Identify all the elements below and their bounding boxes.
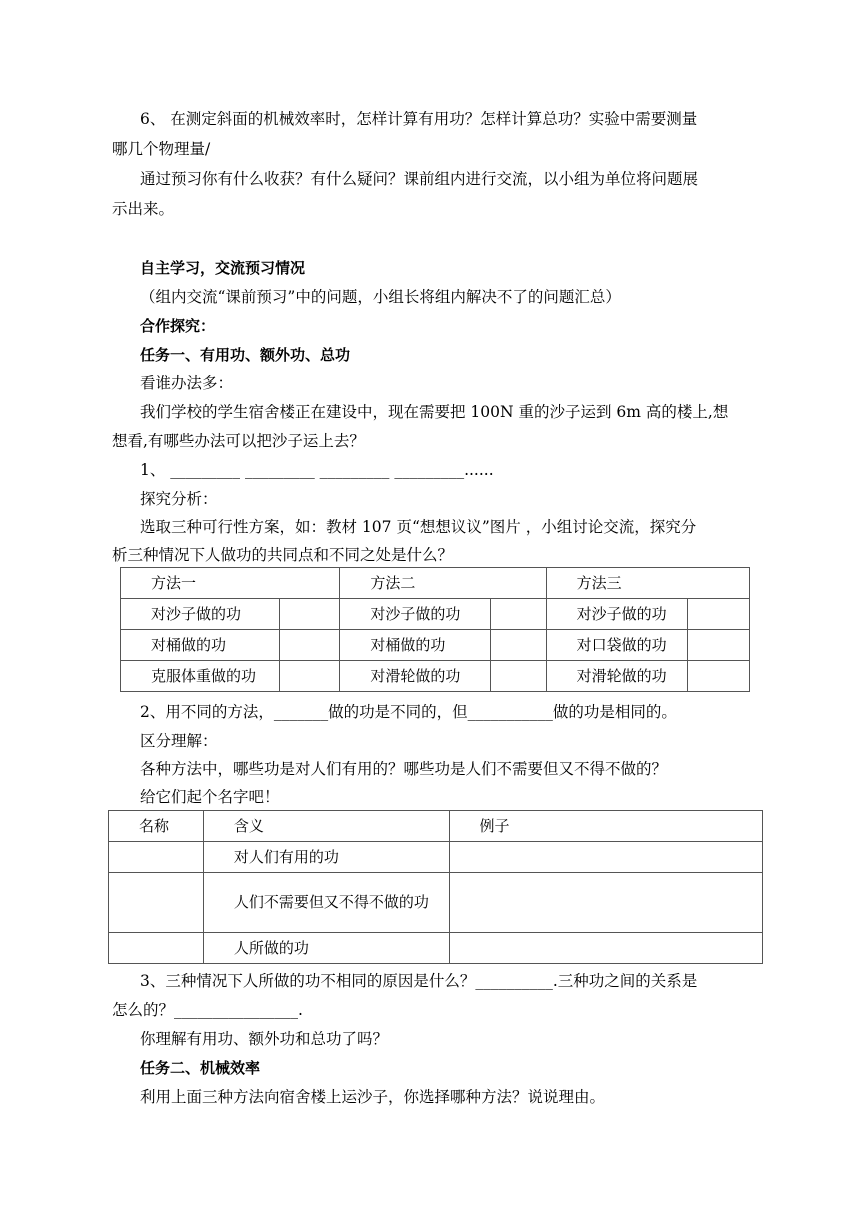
table-cell: 对沙子做的功: [546, 599, 687, 630]
blank-cell: [280, 630, 340, 661]
blank-cell: [491, 599, 546, 630]
question-6-line-1: 6、 在测定斜面的机械效率时，怎样计算有用功？怎样计算总功？实验中需要测量: [140, 110, 698, 128]
question-6-line-2: 哪几个物理量/: [112, 140, 211, 158]
table-row: [121, 599, 750, 630]
meaning-header: 含义: [203, 811, 449, 842]
example-header: 例子: [449, 811, 763, 842]
table-cell: 对滑轮做的功: [546, 661, 687, 692]
choose-line-2: 析三种情况下人做功的共同点和不同之处是什么？: [112, 546, 454, 564]
blank-cell: [491, 630, 546, 661]
explore-label: 探究分析：: [140, 490, 218, 508]
methods-table: [120, 567, 750, 692]
name-header: 名称: [109, 811, 204, 842]
blank-cell: [687, 661, 749, 692]
scenario-line-2: 想看,有哪些办法可以把沙子运上去？: [112, 432, 365, 450]
table-cell: 对口袋做的功: [546, 630, 687, 661]
blank-cell: [687, 630, 749, 661]
see-who-line: 看谁办法多：: [140, 374, 234, 392]
table-row: [109, 933, 763, 964]
table-cell: 对沙子做的功: [121, 599, 280, 630]
table-cell: [449, 873, 763, 933]
table-row: [109, 873, 763, 933]
method-3-header: 方法三: [546, 568, 749, 599]
blank-cell: [687, 599, 749, 630]
preview-gain-line-1: 通过预习你有什么收获？有什么疑问？课前组内进行交流，以小组为单位将问题展: [140, 170, 699, 188]
table-cell: [449, 842, 763, 873]
table-cell: [109, 933, 204, 964]
heading-self-study: 自主学习，交流预习情况: [140, 259, 306, 277]
table-row: [109, 842, 763, 873]
table-cell: 对桶做的功: [121, 630, 280, 661]
self-study-note: （组内交流“课前预习”中的问题，小组长将组内解决不了的问题汇总）: [140, 288, 621, 306]
choose-method-line: 利用上面三种方法向宿舍楼上运沙子，你选择哪种方法？说说理由。: [140, 1088, 606, 1106]
table-row: [121, 661, 750, 692]
heading-task-1: 任务一、有用功、额外功、总功: [140, 346, 351, 364]
question-3-line-1: 3、三种情况下人所做的功不相同的原因是什么？__________.三种功之间的关系是: [140, 972, 698, 990]
preview-gain-line-2: 示出来。: [112, 200, 175, 218]
table-cell: 人所做的功: [203, 933, 449, 964]
blank-cell: [280, 599, 340, 630]
table-cell: 人们不需要但又不得不做的功: [203, 873, 449, 933]
blank-cell: [280, 661, 340, 692]
question-3-line-2: 怎么的？________________.: [112, 1001, 303, 1019]
method-2-header: 方法二: [340, 568, 546, 599]
question-2: 2、用不同的方法，_______做的功是不同的，但___________做的功是相同的。: [140, 703, 677, 721]
names-table: [108, 810, 763, 964]
heading-cooperative: 合作探究：: [140, 317, 216, 335]
table-cell: 对沙子做的功: [340, 599, 491, 630]
table-row: [121, 630, 750, 661]
choose-line-1: 选取三种可行性方案，如：教材 107 页“想想议议”图片 ，小组讨论交流，探究分: [140, 518, 697, 536]
table-row: [121, 568, 750, 599]
table-cell: 克服体重做的功: [121, 661, 280, 692]
understand-line: 你理解有用功、额外功和总功了吗？: [140, 1030, 389, 1048]
distinguish-label: 区分理解：: [140, 732, 218, 750]
table-row: [109, 811, 763, 842]
scenario-line-1: 我们学校的学生宿舍楼正在建设中，现在需要把 100N 重的沙子运到 6m 高的楼上,想: [140, 403, 729, 421]
table-cell: [109, 842, 204, 873]
blank-cell: [491, 661, 546, 692]
which-work-line: 各种方法中，哪些功是对人们有用的？哪些功是人们不需要但又不得不做的？: [140, 760, 668, 778]
name-it-line: 给它们起个名字吧！: [140, 788, 280, 806]
table-cell: 对人们有用的功: [203, 842, 449, 873]
table-cell: 对桶做的功: [340, 630, 491, 661]
heading-task-2: 任务二、机械效率: [140, 1059, 261, 1077]
question-1: 1、 _________ _________ _________ _________......: [140, 461, 494, 479]
table-cell: [109, 873, 204, 933]
table-cell: 对滑轮做的功: [340, 661, 491, 692]
method-1-header: 方法一: [121, 568, 340, 599]
table-cell: [449, 933, 763, 964]
